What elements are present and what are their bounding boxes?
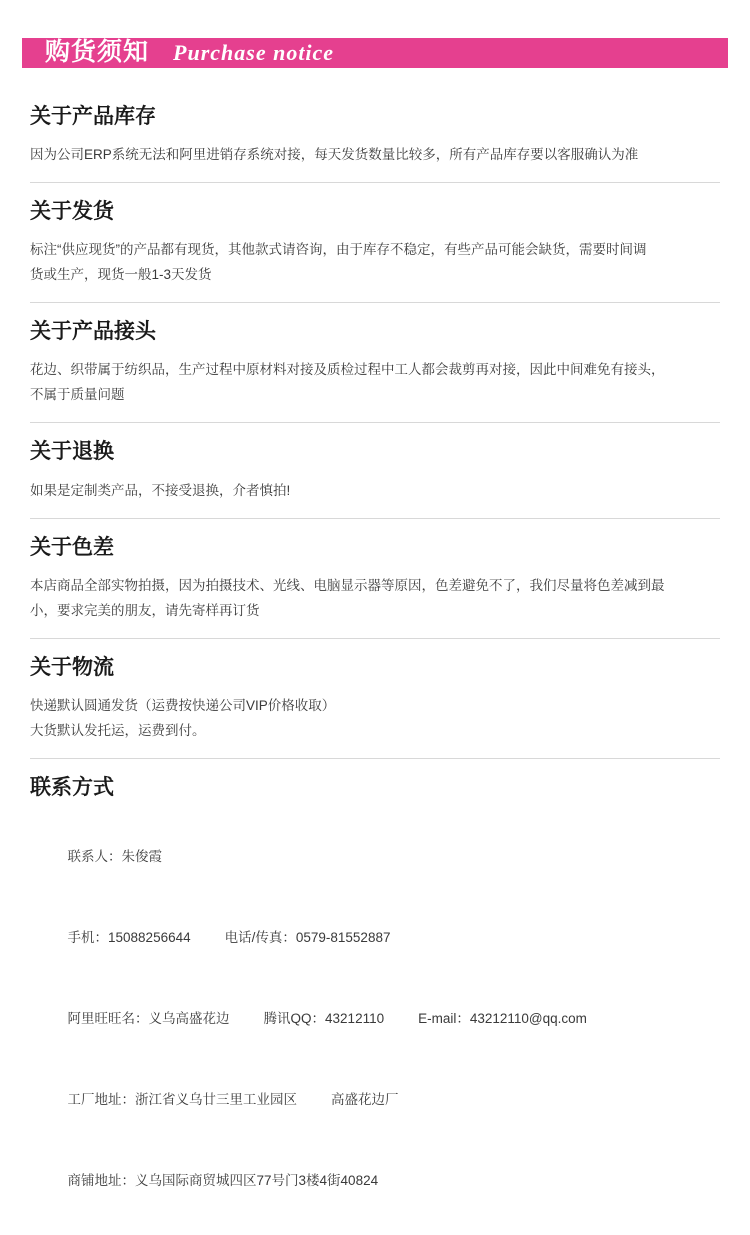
banner-title-group [45,22,334,70]
section-title: 关于退换 [30,440,114,464]
section-line: 不属于质量问题 [30,387,125,403]
section-line: 快递默认圆通发货（运费按快递公司VIP价格收取） [30,697,336,713]
section-line: 如果是定制类产品，不接受退换，介者慎拍! [30,482,291,498]
section-title: 关于发货 [30,200,114,224]
section-title: 关于物流 [30,655,114,679]
section-line: 标注“供应现货”的产品都有现货，其他款式请咨询，由于库存不稳定，有些产品可能会缺货，需要时间调 [30,242,647,258]
page-header-banner [0,18,750,74]
contact-value-secondary: 0579-81552887 [295,930,391,945]
banner-title-en: Purchase notice [173,40,335,65]
section-line: 大货默认发托运，运费到付。 [30,722,206,738]
section-body [30,694,720,744]
section-body [30,479,720,504]
section-contact [30,759,720,1235]
section-shipping [30,183,720,303]
section-body [30,238,720,288]
section-line: 花边、织带属于纺织品，生产过程中原材料对接及质检过程中工人都会裁剪再对接，因此中间难免有接头， [30,362,665,378]
section-title: 联系方式 [30,775,114,799]
section-logistics [30,639,720,759]
section-body [30,143,720,168]
contact-value-secondary: 高盛花边厂 [331,1092,399,1107]
contact-label: 联系人： [67,849,122,864]
section-joints [30,303,720,423]
contact-details [30,816,720,1221]
section-title: 关于产品接头 [30,320,156,344]
contact-value-secondary: 43212110 [325,1011,385,1026]
contact-value-tertiary: 43212110@qq.com [469,1011,587,1026]
section-returns [30,423,720,518]
purchase-notice-page [0,18,750,1188]
contact-label: 手机： [67,930,109,945]
section-line: 本店商品全部实物拍摄，因为拍摄技术、光线、电脑显示器等原因，色差避免不了，我们尽量将色差减到最 [30,577,665,593]
contact-value: 义乌高盛花边 [148,1011,230,1026]
section-stock [30,88,720,183]
contact-label: 阿里旺旺名： [67,1011,149,1026]
contact-label-secondary: 电话/传真： [224,930,296,945]
section-line: 小，要求完美的朋友，请先寄样再订货 [30,602,260,618]
section-title: 关于产品库存 [30,105,156,128]
contact-value: 义乌国际商贸城四区77号门3楼4街40824 [135,1173,379,1188]
section-body [30,574,720,624]
contact-row-im [30,978,720,1059]
section-title: 关于色差 [30,535,114,559]
contact-row-person [30,816,720,897]
contact-value: 浙江省义乌廿三里工业园区 [135,1092,298,1107]
section-body [30,358,720,408]
section-color-difference [30,519,720,639]
contact-row-factory-address [30,1059,720,1140]
section-line: 货或生产，现货一般1-3天发货 [30,267,212,283]
contact-label: 商铺地址： [67,1173,136,1188]
contact-row-shop-address [30,1140,720,1221]
banner-title-cn: 购货须知 [45,38,150,66]
contact-value: 15088256644 [108,930,191,945]
contact-value: 朱俊霞 [121,849,163,864]
section-line: 因为公司ERP系统无法和阿里进销存系统对接，每天发货数量比较多，所有产品库存要以客服确认为准 [30,147,639,163]
contact-label-tertiary: E-mail： [418,1011,470,1026]
contact-label: 工厂地址： [67,1092,136,1107]
notice-content [0,74,750,1235]
contact-label-secondary: 腾讯QQ： [263,1011,326,1026]
contact-row-phone [30,897,720,978]
